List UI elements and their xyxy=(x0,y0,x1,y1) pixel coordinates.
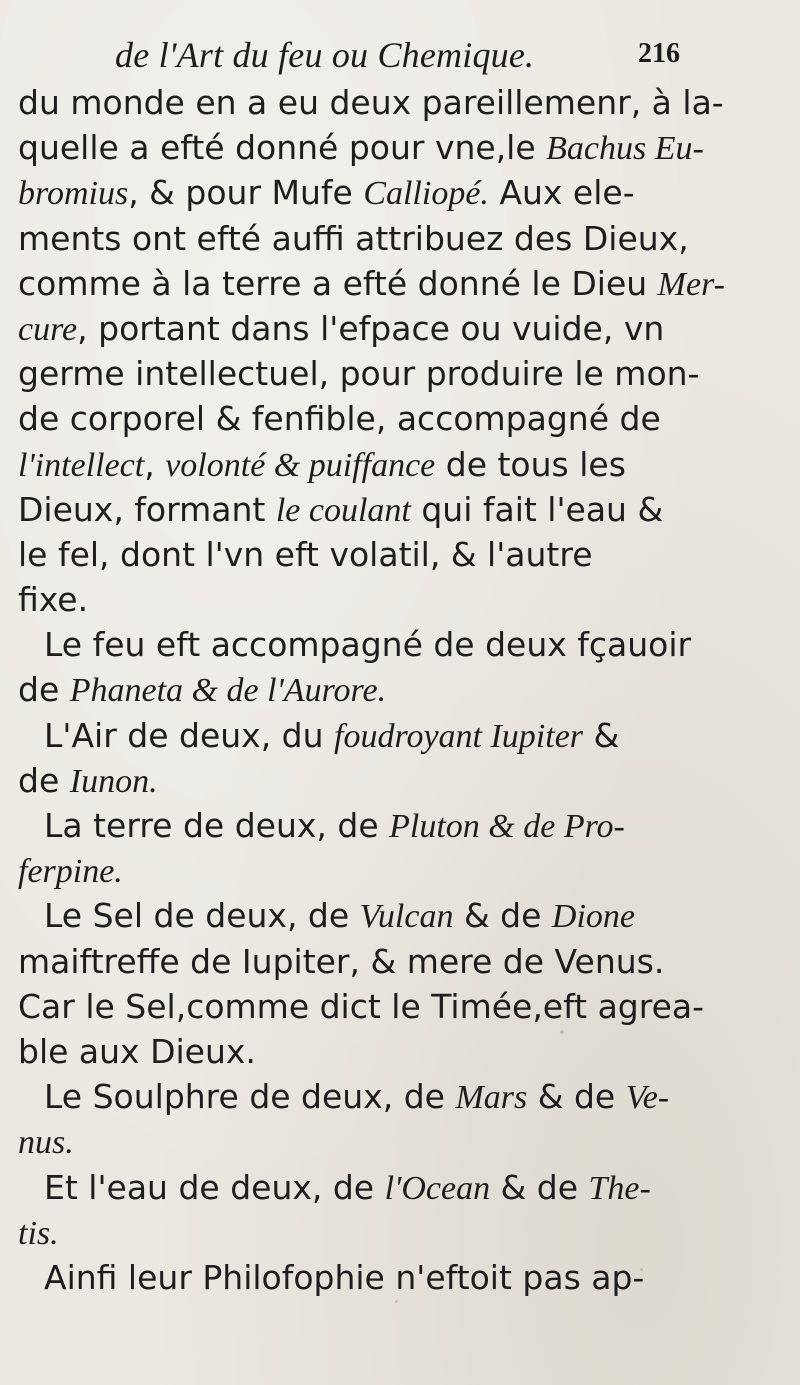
paper-blemish xyxy=(395,1300,398,1303)
italic-text: cure xyxy=(18,310,78,348)
text-segment: ble aux Dieux. xyxy=(18,1031,256,1071)
italic-text: Bachus Eu- xyxy=(546,130,704,168)
text-line xyxy=(18,803,788,848)
italic-text: le coulant xyxy=(275,491,411,529)
body-text xyxy=(18,80,788,1300)
text-line xyxy=(18,667,788,712)
italic-text: l'intellect xyxy=(18,446,145,484)
text-segment: , xyxy=(144,444,166,484)
italic-text: Mars xyxy=(455,1079,528,1117)
text-line xyxy=(18,216,788,261)
text-line xyxy=(18,577,788,622)
text-segment: Et l'eau de deux, de xyxy=(44,1167,385,1207)
text-line xyxy=(18,351,788,396)
text-segment: qui fait l'eau & xyxy=(410,489,664,529)
text-segment: de xyxy=(18,670,70,710)
text-line xyxy=(18,442,788,487)
text-segment: quelle a efté donné pour vne,le xyxy=(18,128,547,168)
text-line xyxy=(18,532,788,577)
italic-text: nus. xyxy=(18,1124,74,1162)
text-segment: Aux ele- xyxy=(488,173,635,213)
italic-text: Mer- xyxy=(657,265,725,303)
italic-text: Iunon. xyxy=(69,762,158,800)
text-segment: le fel, dont l'vn eft volatil, & l'autre xyxy=(18,534,593,574)
text-line xyxy=(18,758,788,803)
text-segment: Le Soulphre de deux, de xyxy=(44,1077,456,1117)
italic-text: Pluton & de Pro- xyxy=(389,808,625,845)
text-segment: de tous les xyxy=(435,444,626,484)
text-line xyxy=(18,622,788,667)
paper-blemish xyxy=(640,1268,643,1271)
text-line xyxy=(18,893,788,938)
page-number: 216 xyxy=(638,38,680,69)
italic-text: tis. xyxy=(18,1214,59,1252)
italic-text: Phaneta & de l'Aurore. xyxy=(69,672,387,710)
italic-text: volonté & puiffance xyxy=(165,446,436,484)
text-segment: , & pour Mufe xyxy=(128,173,364,213)
text-segment: , portant dans l'efpace ou vuide, vn xyxy=(77,308,665,348)
italic-text: Calliopé. xyxy=(363,175,489,213)
text-segment: comme à la terre a efté donné le Dieu xyxy=(18,263,658,303)
text-line xyxy=(18,939,788,984)
text-line xyxy=(18,261,788,306)
italic-text: foudroyant Iupiter xyxy=(334,717,584,755)
text-line xyxy=(18,1165,788,1210)
text-segment: L'Air de deux, du xyxy=(44,715,335,755)
text-segment: fixe. xyxy=(18,580,89,620)
text-segment: La terre de deux, de xyxy=(44,806,390,845)
text-line xyxy=(18,306,788,351)
text-line xyxy=(18,1029,788,1074)
italic-text: Dione xyxy=(551,898,636,936)
text-line xyxy=(18,125,788,170)
text-segment: & xyxy=(583,715,620,755)
text-line xyxy=(18,984,788,1029)
italic-text: ferpine. xyxy=(18,853,123,891)
italic-text: Ve- xyxy=(625,1079,670,1117)
text-segment: Car le Sel,comme dict le Timée,eft agrea- xyxy=(18,986,705,1026)
text-segment: Dieux, formant xyxy=(18,489,276,529)
running-head: de l'Art du feu ou Chemique. xyxy=(115,35,535,75)
text-line xyxy=(18,1074,788,1119)
text-segment: germe intellectuel, pour produire le mon- xyxy=(18,354,700,394)
text-line xyxy=(18,170,788,215)
italic-text: Vulcan xyxy=(359,898,454,936)
text-segment: & de xyxy=(490,1167,589,1207)
text-line xyxy=(18,848,788,893)
text-segment: de xyxy=(18,760,70,800)
text-segment: & de xyxy=(527,1077,626,1117)
text-segment: & de xyxy=(453,896,552,936)
text-segment: Ainfi leur Philofophie n'eftoit pas ap- xyxy=(44,1257,645,1297)
text-line xyxy=(18,1255,788,1300)
page-header xyxy=(95,30,680,80)
text-segment: de corporel & fenfible, accompagné de xyxy=(18,399,661,439)
text-line xyxy=(18,1210,788,1255)
text-line xyxy=(18,396,788,441)
text-line xyxy=(18,713,788,758)
text-segment: ments ont efté auffi attribuez des Dieux, xyxy=(18,218,689,258)
text-line xyxy=(18,1119,788,1164)
italic-text: The- xyxy=(588,1169,651,1207)
text-segment: du monde en a eu deux pareillemenr, à la- xyxy=(18,83,724,122)
italic-text: bromius xyxy=(18,175,129,213)
text-segment: Le feu eft accompagné de deux fçauoir xyxy=(44,625,692,665)
text-line xyxy=(18,80,788,125)
paper-blemish xyxy=(560,1030,564,1034)
italic-text: l'Ocean xyxy=(384,1169,491,1207)
text-line xyxy=(18,487,788,532)
text-segment: maiftreffe de Iupiter, & mere de Venus. xyxy=(18,941,665,981)
text-segment: Le Sel de deux, de xyxy=(44,896,360,936)
